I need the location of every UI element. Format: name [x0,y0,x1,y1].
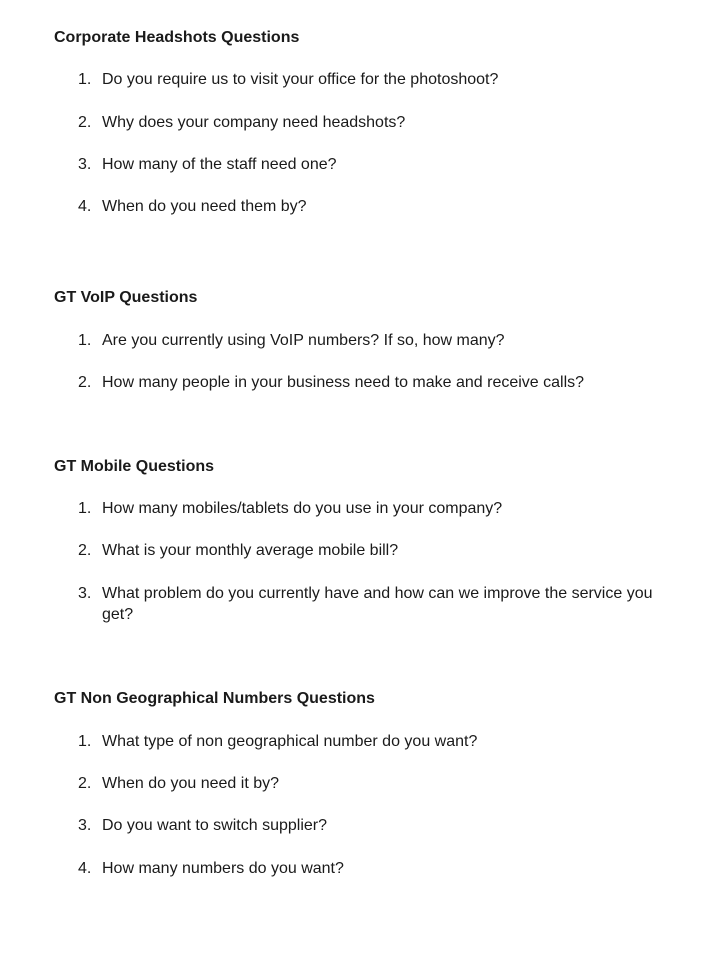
question-text: What is your monthly average mobile bill? [102,542,399,559]
question-number: 2. [78,775,92,792]
question-text: How many people in your business need to make and receive calls? [102,374,585,391]
question-item [54,583,674,625]
section-gt-voip [54,288,674,393]
question-text: How many mobiles/tablets do you use in your company? [102,500,503,517]
question-text: Why does your company need headshots? [102,114,406,131]
question-item [54,69,674,90]
question-text: When do you need them by? [102,198,307,215]
question-text: Do you require us to visit your office for the photoshoot? [102,71,499,88]
question-item [54,498,674,519]
question-item [54,731,674,752]
question-number: 2. [78,374,92,391]
question-number: 2. [78,114,92,131]
question-text: How many of the staff need one? [102,156,337,173]
question-number: 4. [78,860,92,877]
question-item [54,858,674,879]
question-list [54,69,674,217]
question-item [54,815,674,836]
question-item [54,154,674,175]
question-item [54,112,674,133]
question-text: Do you want to switch supplier? [102,817,327,834]
question-number: 4. [78,198,92,215]
section-gt-mobile [54,457,674,625]
question-text: What type of non geographical number do you want? [102,733,478,750]
question-number: 3. [78,585,92,602]
question-item [54,372,674,393]
question-text: When do you need it by? [102,775,280,792]
question-list [54,498,674,625]
question-number: 3. [78,817,92,834]
section-title: Corporate Headshots Questions [54,29,300,46]
question-number: 2. [78,542,92,559]
question-number: 3. [78,156,92,173]
question-list [54,731,674,879]
question-number: 1. [78,332,92,349]
question-item [54,540,674,561]
section-title: GT VoIP Questions [54,289,198,306]
question-number: 1. [78,71,92,88]
question-number: 1. [78,733,92,750]
section-title: GT Non Geographical Numbers Questions [54,690,375,707]
document [54,28,674,879]
question-list [54,330,674,393]
section-corporate-headshots [54,28,674,217]
question-text: Are you currently using VoIP numbers? If so, how many? [102,332,505,349]
question-item [54,196,674,217]
section-title: GT Mobile Questions [54,458,215,475]
question-item [54,330,674,351]
question-text: How many numbers do you want? [102,860,344,877]
section-gt-non-geographical-numbers [54,689,674,879]
question-text: What problem do you currently have and how can we improve the service you get? [102,585,653,623]
question-item [54,773,674,794]
question-number: 1. [78,500,92,517]
